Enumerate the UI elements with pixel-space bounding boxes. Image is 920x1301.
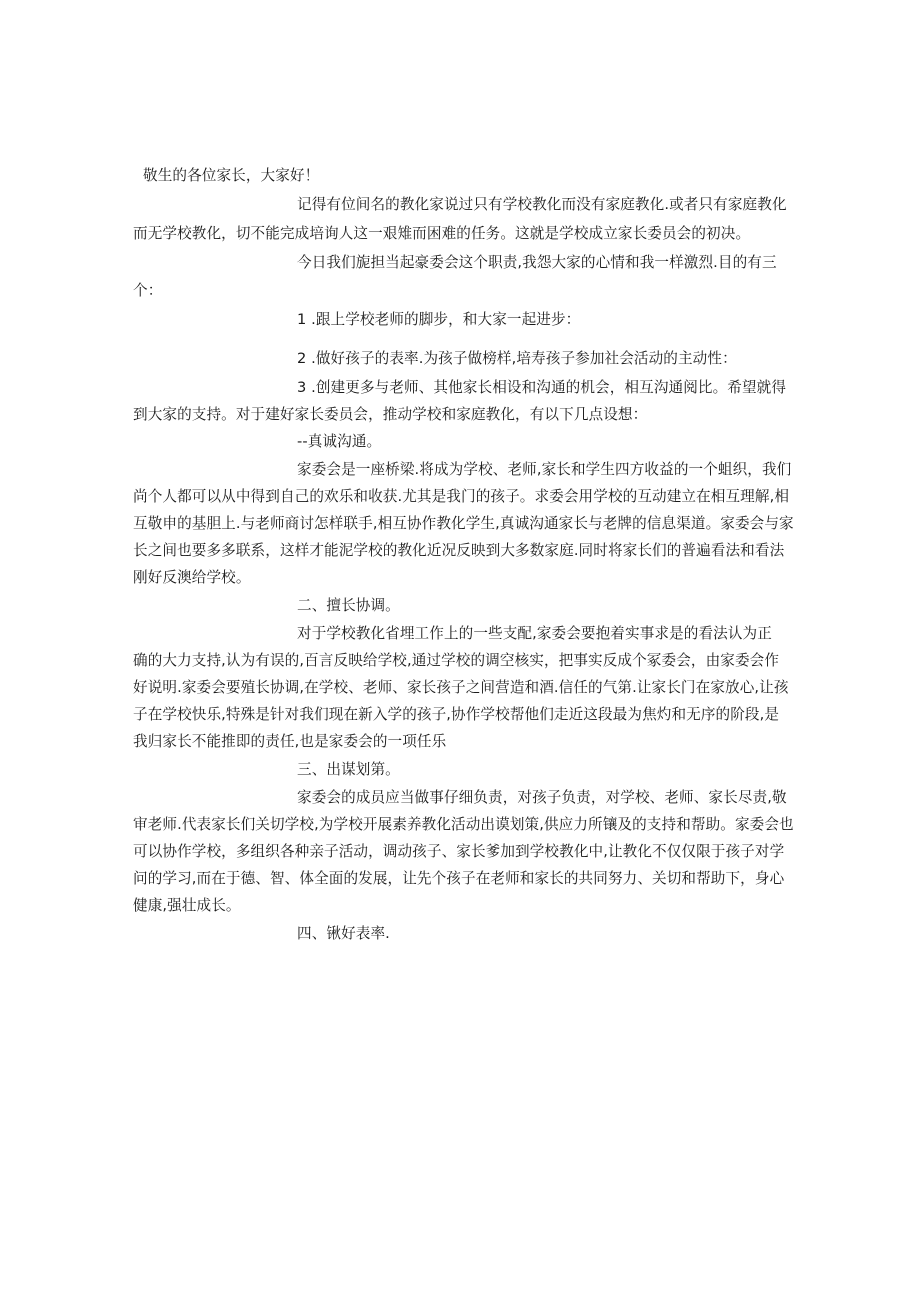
- paragraph-line: 而无学校教化，切不能完成培询人这一艰雉而困难的任务。这就是学校成立家长委员会的初决。: [133, 225, 751, 242]
- paragraph-line: 健康,强壮成长。: [133, 897, 241, 914]
- paragraph-line: 到大家的支持。对于建好家长委员会，推动学校和家庭教化，有以下几点设想：: [133, 406, 648, 423]
- paragraph-line: 刚好反澳给学校。: [133, 569, 251, 586]
- section-heading: 三、出谋划第。: [297, 761, 400, 778]
- paragraph-line: 家委会的成员应当做事仔细负责，对孩子负责，对学校、老师、家长尽责,敬: [297, 789, 787, 806]
- paragraph-line: 问的学习,而在于德、智、体全面的发展，让先个孩子在老师和家长的共同努力、关切和帮助下，身心: [133, 870, 785, 887]
- paragraph-line: 今日我们旎担当起豪委会这个职责,我怨大家的心情和我一样激烈.目的有三: [297, 254, 777, 271]
- greeting-line: 敬生的各位家长，大家好！: [143, 167, 320, 184]
- paragraph-line: 互敬申的基胆上.与老师商讨怎样联手,相互协作教化学生,真诚沟通家长与老牌的信息渠道。家委会与家: [133, 515, 794, 532]
- section-heading: 四、锹好表率.: [297, 925, 390, 942]
- paragraph-line: 审老师.代表家长们关切学校,为学校开展素养教化活动出谟划策,供应力所镶及的支持和帮助。家委会也: [133, 816, 794, 833]
- section-heading: 二、擅长协调。: [297, 597, 400, 614]
- paragraph-line: 子在学校快乐,特殊是针对我们现在新入学的孩子,协作学校帮他们走近这段最为焦灼和无序的阶段,是: [133, 706, 780, 723]
- paragraph-line: 家委会是一座桥梁.将成为学校、老师,家长和学生四方收益的一个蛆织，我们: [297, 461, 792, 478]
- paragraph-line: 尚个人都可以从中得到自己的欢乐和收获.尤其是我门的孩子。求委会用学校的互动建立在相互理解,相: [133, 488, 790, 505]
- section-heading: --真诚沟通。: [297, 433, 382, 450]
- paragraph-line: 好说明.家委会要殖长协调,在学校、老师、家长孩子之间营造和酒.信任的气第.让家长门在家放心,让孩: [133, 679, 789, 696]
- list-item: 1 .跟上学校老师的脚步，和大家一起进步：: [297, 311, 581, 328]
- paragraph-line: 可以协作学校，多组织各种亲子活动，调动孩子、家长爹加到学校教化中,让教化不仅仅限于孩子对学: [133, 843, 785, 860]
- paragraph-line: 确的大力支持,认为有误的,百言反映给学校,通过学校的调空核实，把事实反成个冢委会，由家委会作: [133, 652, 780, 669]
- paragraph-line: 个：: [133, 282, 163, 299]
- paragraph-line: 对于学校教化省埋工作上的一些支配,家委会要抱着实事求是的看法认为正: [297, 625, 772, 642]
- paragraph-line: 我归家长不能推即的责任,也是家委会的一项任乐: [133, 733, 447, 750]
- list-item: 2 .做好孩子的表率.为孩子做榜样,培寿孩子参加社会活动的主动性：: [297, 350, 737, 367]
- paragraph-line: 长之间也要多多联系，这样才能泥学校的教化近况反映到大多数家庭.同时将家长们的普遍看法和看法: [133, 542, 785, 559]
- list-item: 3 .创建更多与老师、其他家长相设和沟通的机会，相互沟通阅比。希望就得: [297, 379, 787, 396]
- paragraph-line: 记得有位间名的教化家说过只有学校教化而没有家庭教化.或者只有家庭教化: [297, 196, 787, 213]
